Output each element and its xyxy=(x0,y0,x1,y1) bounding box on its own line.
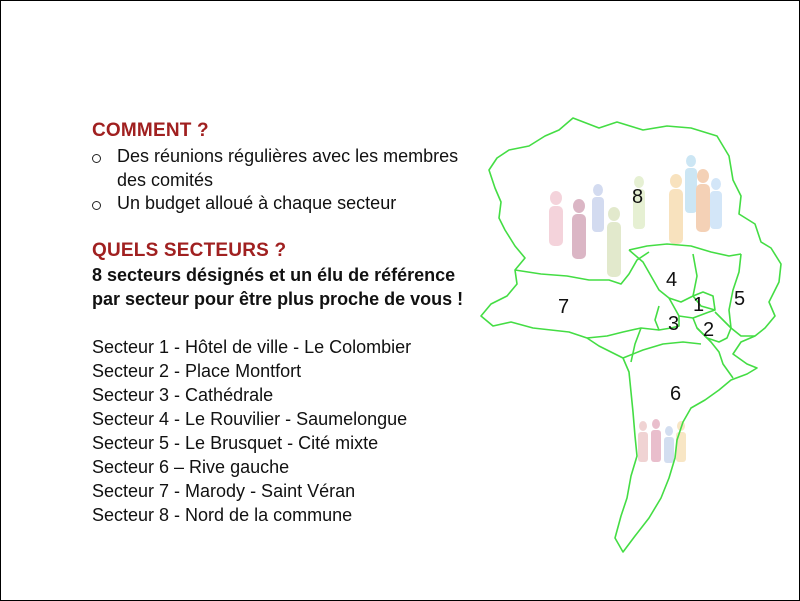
sector-label-2: 2 xyxy=(703,319,715,341)
sectors-intro: 8 secteurs désignés et un élu de référence par secteur pour être plus proche de vous ! xyxy=(92,264,464,309)
bullet-text: Des réunions régulières avec les membres des comités xyxy=(117,146,459,190)
sector-label-1: 1 xyxy=(693,294,705,316)
sector-item-3: Secteur 3 - Cathédrale xyxy=(92,384,274,405)
comment-bullet-list xyxy=(92,145,472,216)
circle-bullet-icon xyxy=(92,154,101,163)
sector-label-6: 6 xyxy=(670,383,682,405)
sector-label-4: 4 xyxy=(666,269,678,291)
sector-item-7: Secteur 7 - Marody - Saint Véran xyxy=(92,480,356,501)
sector-map-svg xyxy=(471,106,800,566)
sector-item-8: Secteur 8 - Nord de la commune xyxy=(92,504,353,525)
map-outline xyxy=(481,118,781,552)
sector-label-8: 8 xyxy=(632,186,644,208)
sector-list xyxy=(92,335,472,527)
text-column xyxy=(92,119,472,527)
sector-map xyxy=(471,106,800,566)
list-item xyxy=(92,145,472,192)
quels-secteurs-heading: QUELS SECTEURS ? xyxy=(92,239,287,261)
sector-label-7: 7 xyxy=(558,296,570,318)
sector-item-2: Secteur 2 - Place Montfort xyxy=(92,360,302,381)
circle-bullet-icon xyxy=(92,201,101,210)
sector-item-1: Secteur 1 - Hôtel de ville - Le Colombier xyxy=(92,336,412,357)
sector-label-5: 5 xyxy=(734,288,746,310)
sector-item-6: Secteur 6 – Rive gauche xyxy=(92,456,290,477)
sector-item-5: Secteur 5 - Le Brusquet - Cité mixte xyxy=(92,432,379,453)
sector-item-4: Secteur 4 - Le Rouvilier - Saumelongue xyxy=(92,408,408,429)
bullet-text: Un budget alloué à chaque secteur xyxy=(117,193,397,213)
list-item xyxy=(92,192,472,216)
sector-label-3: 3 xyxy=(668,313,680,335)
comment-heading: COMMENT ? xyxy=(92,120,209,141)
